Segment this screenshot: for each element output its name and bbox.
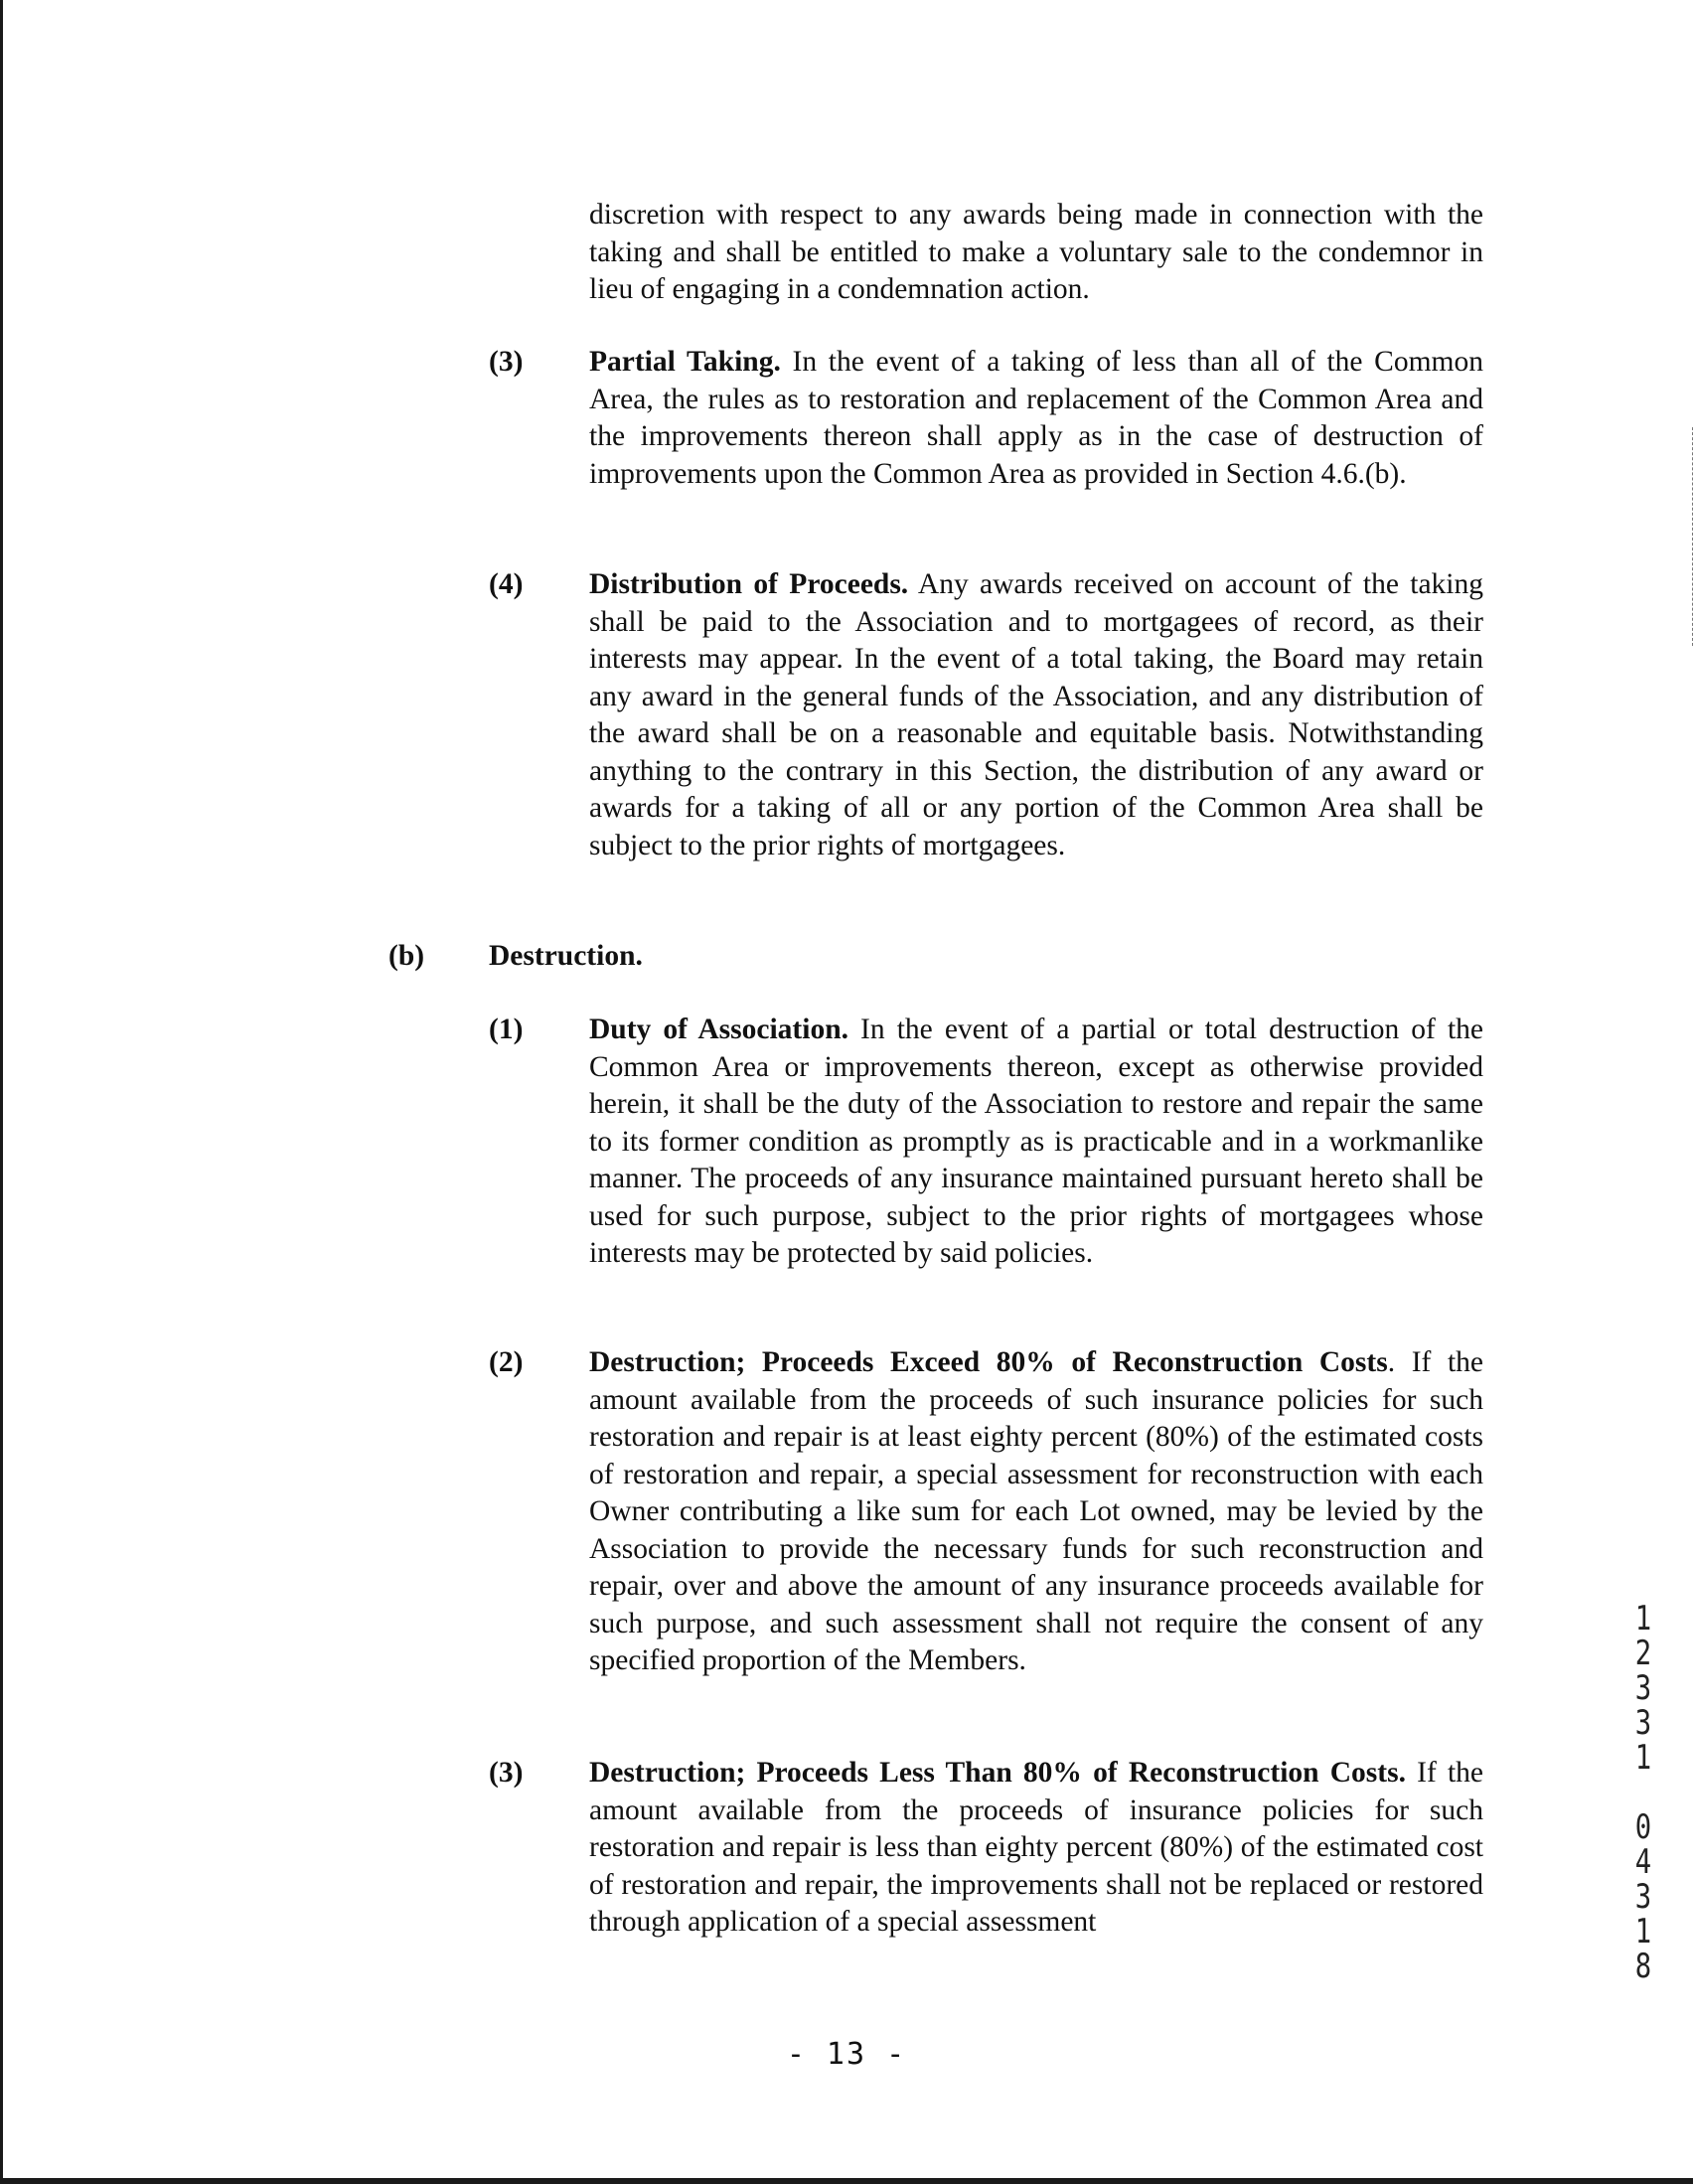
stamp-digit: 3 bbox=[1634, 1877, 1652, 1917]
item-number: (4) bbox=[489, 568, 524, 600]
continuation-paragraph: discretion with respect to any awards being made in connection with the taking and shall be entitled to make a voluntary sale to the condemnor in lieu of engaging in a condemnation action. bbox=[589, 199, 1483, 305]
page-number: - 13 - bbox=[786, 2037, 907, 2072]
paragraph-title: Destruction; Proceeds Exceed 80% of Reconstruction Costs bbox=[589, 1346, 1388, 1378]
paragraph-title: Duty of Association. bbox=[589, 1014, 848, 1045]
paragraph-body: In the event of a taking of less than all of the Common Area, the rules as to restoration and replacement of the Common Area and the improvements thereon shall apply as in the case of destruction of improvements upon the Common Area as provided in Section 4.6.(b). bbox=[589, 346, 1483, 490]
item-number: (1) bbox=[489, 1014, 524, 1045]
scan-edge-right-marks bbox=[1689, 427, 1693, 646]
stamp-digit: 3 bbox=[1634, 1668, 1652, 1708]
stamp-digit: 1 bbox=[1634, 1912, 1652, 1951]
item-number: (3) bbox=[489, 1757, 524, 1789]
paragraph-body: If the amount available from the proceeds of insurance policies for such restoration and repair is less than eighty percent (80%) of the estimated cost of restoration and repair, the improvements shall not be replaced or restored through application of a special assessment bbox=[589, 1757, 1483, 1938]
paragraph-proceeds-less bbox=[589, 1755, 1483, 1942]
stamp-digit: 3 bbox=[1634, 1703, 1652, 1743]
paragraph-proceeds-exceed bbox=[589, 1344, 1483, 1680]
stamp-digit: 8 bbox=[1634, 1947, 1652, 1986]
item-number: (2) bbox=[489, 1346, 524, 1378]
stamp-digit bbox=[1627, 1776, 1659, 1810]
stamp-digit: 2 bbox=[1634, 1634, 1652, 1673]
item-number: (3) bbox=[489, 346, 524, 378]
paragraph-title: Distribution of Proceeds. bbox=[589, 568, 909, 600]
recording-stamp bbox=[1627, 1599, 1659, 1986]
stamp-digit: 4 bbox=[1634, 1842, 1652, 1882]
paragraph-title: Destruction; Proceeds Less Than 80% of Reconstruction Costs. bbox=[589, 1757, 1406, 1789]
paragraph-duty-of-association bbox=[589, 1012, 1483, 1273]
stamp-digit: 0 bbox=[1634, 1807, 1652, 1847]
paragraph-title: Partial Taking. bbox=[589, 346, 781, 378]
stamp-digit: 1 bbox=[1634, 1599, 1652, 1638]
paragraph-body: Any awards received on account of the taking shall be paid to the Association and to mortgagees of record, as their interests may appear. In the event of a total taking, the Board may retain any award in the general funds of the Association, and any distribution of the award shall be on a reasonable and equitable basis. Notwithstanding anything to the contrary in this Section, the distribution of any award or awards for a taking of all or any portion of the Common Area shall be subject to the prior rights of mortgagees. bbox=[589, 568, 1483, 861]
scan-edge-bottom bbox=[0, 2178, 1693, 2184]
section-heading: Destruction. bbox=[489, 940, 643, 972]
paragraph-distribution-of-proceeds bbox=[589, 566, 1483, 864]
scan-edge-left bbox=[0, 0, 3, 2184]
paragraph-partial-taking bbox=[589, 344, 1483, 493]
paragraph-body: In the event of a partial or total destruction of the Common Area or improvements thereon, except as otherwise provided herein, it shall be the duty of the Association to restore and repair the same to its former condition as promptly as is practicable and in a workmanlike manner. The proceeds of any insurance maintained pursuant hereto shall be used for such purpose, subject to the prior rights of mortgagees whose interests may be protected by said policies. bbox=[589, 1014, 1483, 1269]
stamp-digit: 1 bbox=[1634, 1738, 1652, 1778]
paragraph-body: . If the amount available from the proceeds of such insurance policies for such restoration and repair is at least eighty percent (80%) of the estimated costs of restoration and repair, a special assessment for reconstruction with each Owner contributing a like sum for each Lot owned, may be levied by the Association to provide the necessary funds for such reconstruction and repair, over and above the amount of any insurance proceeds available for such purpose, and such assessment shall not require the consent of any specified proportion of the Members. bbox=[589, 1346, 1484, 1676]
section-number: (b) bbox=[388, 940, 425, 972]
